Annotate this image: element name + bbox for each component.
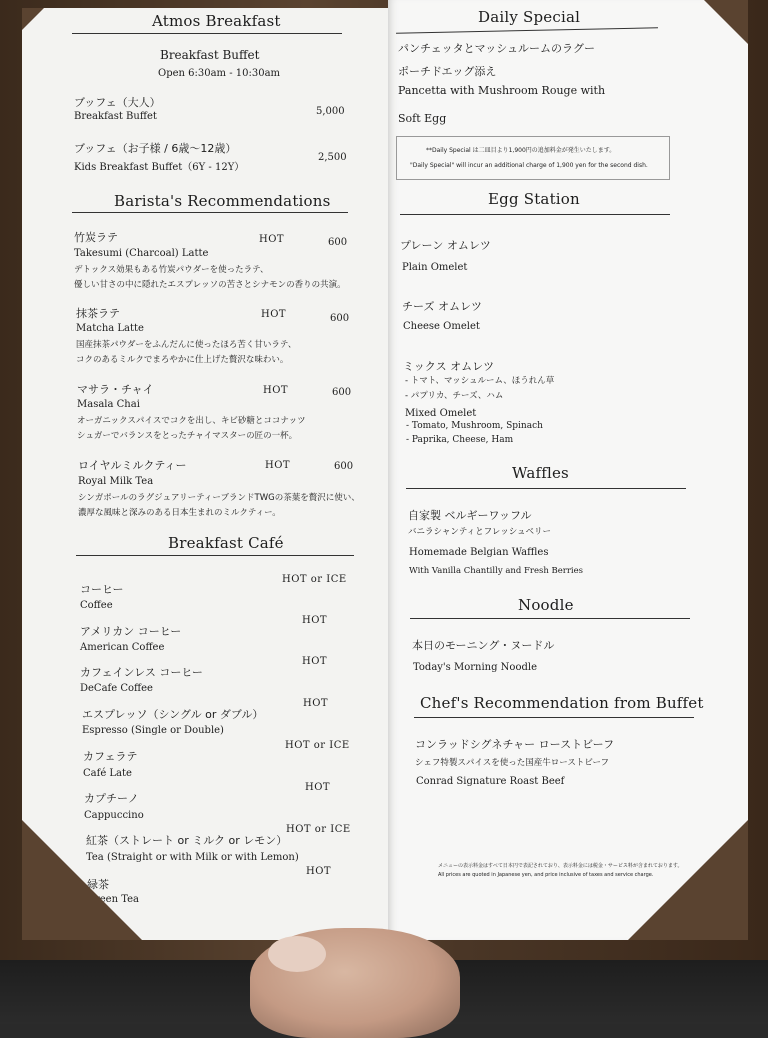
- barista-item-tag: HOT: [263, 385, 289, 396]
- barista-item-price: 600: [334, 461, 354, 472]
- egg-mixed-en-detail: - Paprika, Cheese, Ham: [406, 435, 514, 445]
- leather-corner: [22, 8, 44, 30]
- barista-item-desc: 優しい甘さの中に隠れたエスプレッソの苦さとシナモンの香りの共演。: [74, 280, 346, 290]
- barista-item-tag: HOT: [265, 460, 291, 471]
- cafe-item-jp: 緑茶: [87, 878, 109, 891]
- buffet-title: Breakfast Buffet: [160, 48, 260, 62]
- noodle-en: Today's Morning Noodle: [413, 662, 537, 673]
- cafe-item-tag: HOT or ICE: [285, 740, 350, 751]
- buffet-kids-jp: ブッフェ（お子様 / 6歳〜12歳）: [74, 142, 237, 155]
- special-notice-en: "Daily Special" will incur an additional charge of 1,900 yen for the second dish.: [410, 162, 648, 169]
- cafe-item-tag: HOT: [302, 656, 328, 667]
- waffles-jp: 自家製 ベルギーワッフル: [408, 509, 532, 522]
- cafe-item-tag: HOT: [302, 615, 328, 626]
- cafe-item-en: Café Late: [83, 768, 132, 779]
- special-notice-box: [396, 136, 670, 180]
- divider: [72, 212, 348, 213]
- leather-corner: [704, 0, 748, 44]
- barista-item-price: 600: [328, 237, 348, 248]
- barista-item-jp: 竹炭ラテ: [74, 231, 118, 244]
- barista-item-desc: 国産抹茶パウダーをふんだんに使ったほろ苦く甘いラテ、: [76, 340, 297, 350]
- barista-item-desc: シンガポールのラグジュアリーティーブランドTWGの茶葉を贅沢に使い、: [78, 493, 360, 503]
- waffles-en: Homemade Belgian Waffles: [409, 547, 549, 558]
- divider: [414, 717, 694, 718]
- special-notice-jp: **Daily Special は二皿目より1,900円の追加料金が発生いたします。: [426, 147, 616, 154]
- divider: [406, 488, 686, 489]
- cafe-item-en: Cappuccino: [84, 810, 144, 821]
- barista-item-desc: オーガニックスパイスでコクを出し、キビ砂糖とココナッツ: [77, 416, 306, 426]
- divider: [396, 27, 658, 33]
- barista-item-desc: 濃厚な風味と深みのある日本生まれのミルクティー。: [78, 508, 281, 518]
- section-title-daily-special: Daily Special: [478, 8, 581, 26]
- cafe-item-jp: アメリカン コーヒー: [80, 625, 182, 638]
- cafe-item-jp: エスプレッソ（シングル or ダブル）: [82, 708, 264, 721]
- barista-item-en: Masala Chai: [77, 399, 140, 410]
- barista-item-tag: HOT: [261, 309, 287, 320]
- buffet-kids-en: Kids Breakfast Buffet（6Y - 12Y）: [74, 162, 245, 173]
- section-title-cafe: Breakfast Café: [168, 534, 284, 552]
- section-title-chef-recommendation: Chef's Recommendation from Buffet: [420, 694, 704, 712]
- egg-mixed-jp-detail: - トマト、マッシュルーム、ほうれん草: [405, 376, 555, 386]
- cafe-item-jp: カプチーノ: [84, 792, 139, 805]
- barista-item-en: Royal Milk Tea: [78, 476, 154, 487]
- egg-mixed-en: Mixed Omelet: [405, 408, 477, 419]
- menu-right-page: [388, 0, 748, 940]
- noodle-jp: 本日のモーニング・ヌードル: [412, 639, 555, 652]
- egg-plain-en: Plain Omelet: [402, 262, 468, 273]
- cafe-item-jp: コーヒー: [80, 583, 124, 596]
- cafe-item-jp: 紅茶（ストレート or ミルク or レモン）: [86, 834, 288, 847]
- menu-left-page: [22, 8, 388, 940]
- section-title-noodle: Noodle: [518, 596, 574, 614]
- waffles-jp-sub: バニラシャンティとフレッシュベリー: [408, 527, 552, 537]
- section-title-atmos-breakfast: Atmos Breakfast: [152, 12, 281, 30]
- leather-corner: [628, 820, 748, 940]
- cafe-item-jp: カフェラテ: [83, 750, 138, 763]
- egg-cheese-en: Cheese Omelet: [403, 321, 480, 332]
- cafe-item-tag: HOT: [306, 866, 332, 877]
- buffet-adult-jp: ブッフェ（大人）: [74, 96, 161, 109]
- cafe-item-tag: HOT or ICE: [286, 824, 351, 835]
- section-title-barista: Barista's Recommendations: [114, 192, 331, 210]
- egg-cheese-jp: チーズ オムレツ: [402, 300, 482, 313]
- barista-item-jp: ロイヤルミルクティー: [78, 459, 187, 472]
- section-title-egg-station: Egg Station: [488, 190, 580, 208]
- barista-item-desc: シュガーでバランスをとったチャイマスターの匠の一杯。: [77, 431, 298, 441]
- barista-item-desc: コクのあるミルクでまろやかに仕上げた贅沢な味わい。: [76, 355, 289, 365]
- buffet-adult-en: Breakfast Buffet: [74, 111, 157, 122]
- cafe-item-en: DeCafe Coffee: [80, 683, 153, 694]
- cafe-item-en: Espresso (Single or Double): [82, 725, 224, 736]
- special-jp-line1: パンチェッタとマッシュルームのラグー: [398, 42, 596, 55]
- divider: [72, 33, 342, 34]
- barista-item-tag: HOT: [259, 234, 285, 245]
- barista-item-en: Matcha Latte: [76, 323, 144, 334]
- buffet-hours: Open 6:30am - 10:30am: [158, 68, 281, 79]
- cafe-item-en: Coffee: [80, 600, 113, 611]
- special-en-line1: Pancetta with Mushroom Rouge with: [398, 84, 606, 97]
- buffet-kids-price: 2,500: [318, 152, 347, 163]
- divider: [76, 555, 354, 556]
- waffles-en-sub: With Vanilla Chantilly and Fresh Berries: [409, 566, 584, 576]
- barista-item-desc: デトックス効果もある竹炭パウダーを使ったラテ、: [74, 265, 269, 275]
- footer-note-en: All prices are quoted in Japanese yen, and price inclusive of taxes and service charge.: [438, 872, 654, 878]
- cafe-item-jp: カフェインレス コーヒー: [80, 666, 203, 679]
- thumbnail: [268, 936, 326, 972]
- barista-item-en: Takesumi (Charcoal) Latte: [74, 248, 209, 259]
- special-en-line2: Soft Egg: [398, 112, 447, 125]
- barista-item-price: 600: [330, 313, 350, 324]
- cafe-item-tag: HOT: [305, 782, 331, 793]
- special-jp-line2: ポーチドエッグ添え: [398, 65, 497, 78]
- section-title-waffles: Waffles: [512, 464, 569, 482]
- barista-item-jp: 抹茶ラテ: [76, 307, 120, 320]
- chef-jp-sub: シェフ特製スパイスを使った国産牛ローストビーフ: [415, 758, 610, 768]
- egg-mixed-jp-detail: - パプリカ、チーズ、ハム: [405, 391, 504, 401]
- buffet-adult-price: 5,000: [316, 106, 345, 117]
- cafe-item-tag: HOT: [303, 698, 329, 709]
- cafe-item-en: Tea (Straight or with Milk or with Lemon): [86, 852, 299, 863]
- divider: [410, 618, 690, 619]
- leather-corner: [22, 820, 142, 940]
- chef-jp: コンラッドシグネチャー ローストビーフ: [415, 738, 615, 751]
- egg-mixed-jp: ミックス オムレツ: [403, 360, 495, 373]
- cafe-item-en: Green Tea: [87, 894, 139, 905]
- egg-plain-jp: プレーン オムレツ: [400, 239, 491, 252]
- divider: [400, 214, 670, 215]
- barista-item-jp: マサラ・チャイ: [77, 383, 154, 396]
- chef-en: Conrad Signature Roast Beef: [416, 776, 565, 787]
- cafe-item-tag: HOT or ICE: [282, 574, 347, 585]
- egg-mixed-en-detail: - Tomato, Mushroom, Spinach: [406, 421, 543, 431]
- footer-note-jp: メニューの表示料金はすべて日本円で表記されており、表示料金には税金・サービス料が含まれております。: [438, 863, 683, 869]
- barista-item-price: 600: [332, 387, 352, 398]
- cafe-item-en: American Coffee: [80, 642, 165, 653]
